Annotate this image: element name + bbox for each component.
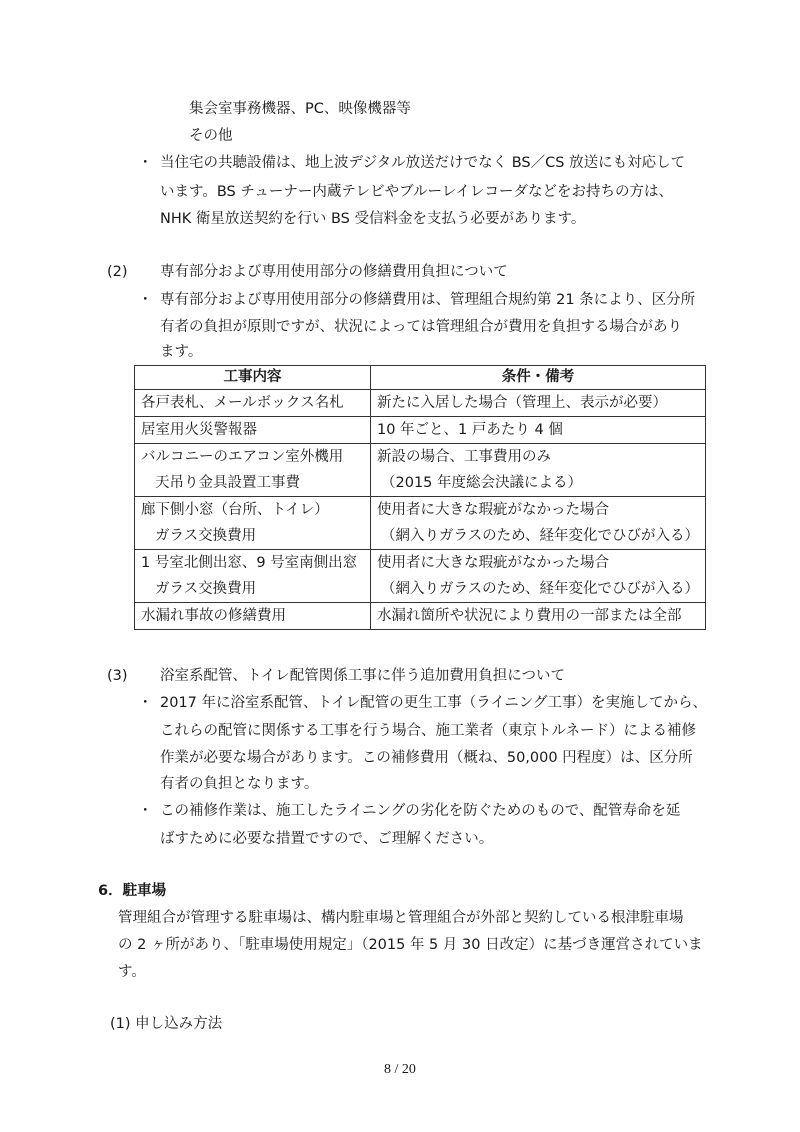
section-6-subheading: (1) 申し込み方法 <box>110 1016 223 1032</box>
work-cell <box>135 497 371 550</box>
equipment-item: 集会室事務機器、PC、映像機器等 <box>189 101 411 117</box>
section-3-text-line: ばすために必要な措置ですので、ご理解ください。 <box>160 831 494 847</box>
section-3-heading: 浴室系配管、トイレ配管関係工事に伴う追加費用負担について <box>160 668 565 684</box>
bullet-marker: ・ <box>138 695 153 711</box>
section-3-text-line: これらの配管に関係する工事を行う場合、施工業者（東京トルネード）による補修 <box>160 723 697 739</box>
bullet-marker: ・ <box>138 292 153 308</box>
work-cell <box>135 550 371 603</box>
work-text: 廊下側小窓（台所、トイレ） <box>141 502 329 518</box>
section-2-text-line: 有者の負担が原則ですが、状況によっては管理組合が費用を負担する場合があり <box>160 319 682 335</box>
bullet-marker: ・ <box>138 155 153 171</box>
note-text: 水漏れ箇所や状況により費用の一部または全部 <box>377 608 682 624</box>
section-6-text-line: の 2 ヶ所があり、「駐車場使用規定」（2015 年 5 月 30 日改定）に基づき運営されていま <box>118 937 703 953</box>
page-number: 8 / 20 <box>384 1062 416 1077</box>
header-work-content: 工事内容 <box>135 366 371 390</box>
work-text-sub: ガラス交換費用 <box>155 528 257 544</box>
section-3-text-line: 作業が必要な場合があります。この補修費用（概ね、50,000 円程度）は、区分所 <box>160 750 693 766</box>
note-text-sub: （2015 年度総会決議による） <box>381 475 583 491</box>
broadcast-text-line: NHK 衛星放送契約を行い BS 受信料金を支払う必要があります。 <box>160 211 586 227</box>
note-text: 10 年ごと、1 戸あたり 4 個 <box>377 422 563 438</box>
section-2-heading: 専有部分および専用使用部分の修繕費用負担について <box>160 264 508 280</box>
work-cell <box>135 390 371 417</box>
note-cell <box>371 603 706 630</box>
work-text-sub: ガラス交換費用 <box>155 581 257 597</box>
table-row <box>135 390 706 417</box>
table-row <box>135 550 706 603</box>
table-row <box>135 497 706 550</box>
bullet-marker: ・ <box>138 803 153 819</box>
broadcast-text-line: 当住宅の共聴設備は、地上波デジタル放送だけでなく BS／CS 放送にも対応して <box>160 155 686 171</box>
section-2-text-line: 専有部分および専用使用部分の修繕費用は、管理組合規約第 21 条により、区分所 <box>160 292 696 308</box>
section-6-text-line: す。 <box>118 964 146 980</box>
work-cell <box>135 417 371 444</box>
section-3-text-line: 2017 年に浴室系配管、トイレ配管の更生工事（ライニング工事）を実施してから、 <box>160 695 707 711</box>
note-cell <box>371 390 706 417</box>
broadcast-text-line: います。BS チューナー内蔵テレビやブルーレイレコーダなどをお持ちの方は、 <box>160 184 674 200</box>
note-cell <box>371 417 706 444</box>
work-cell <box>135 444 371 497</box>
table-row <box>135 444 706 497</box>
work-cell <box>135 603 371 630</box>
equipment-item-other: その他 <box>189 128 233 144</box>
section-3-text-line: 有者の負担となります。 <box>160 776 319 792</box>
section-2-text-line: ます。 <box>160 344 203 360</box>
note-text: 新たに入居した場合（管理上、表示が必要） <box>377 395 667 411</box>
work-text: 各戸表札、メールボックス名札 <box>141 395 344 411</box>
note-cell <box>371 497 706 550</box>
table-row <box>135 603 706 630</box>
table-header-row <box>135 366 706 390</box>
section-2-number: (2) <box>107 264 128 280</box>
work-text-sub: 天吊り金具設置工事費 <box>155 475 300 491</box>
repair-cost-table <box>134 365 706 630</box>
header-conditions: 条件・備考 <box>371 366 706 390</box>
work-text: 1 号室北側出窓、9 号室南側出窓 <box>141 555 358 571</box>
table-row <box>135 417 706 444</box>
work-text: 居室用火災警報器 <box>141 422 257 438</box>
section-3-text-line: この補修作業は、施工したライニングの劣化を防ぐためのもので、配管寿命を延 <box>160 803 681 819</box>
section-6-text-line: 管理組合が管理する駐車場は、構内駐車場と管理組合が外部と契約している根津駐車場 <box>118 910 684 926</box>
section-6-heading: 6．駐車場 <box>98 883 167 899</box>
section-3-number: (3) <box>107 668 128 684</box>
note-cell <box>371 550 706 603</box>
note-text: 新設の場合、工事費用のみ <box>377 449 551 465</box>
note-cell <box>371 444 706 497</box>
work-text: 水漏れ事故の修繕費用 <box>141 608 286 624</box>
note-text-sub: （網入りガラスのため、経年変化でひびが入る） <box>381 528 699 544</box>
note-text: 使用者に大きな瑕疵がなかった場合 <box>377 555 609 571</box>
work-text: バルコニーのエアコン室外機用 <box>141 449 344 465</box>
note-text: 使用者に大きな瑕疵がなかった場合 <box>377 502 609 518</box>
note-text-sub: （網入りガラスのため、経年変化でひびが入る） <box>381 581 699 597</box>
